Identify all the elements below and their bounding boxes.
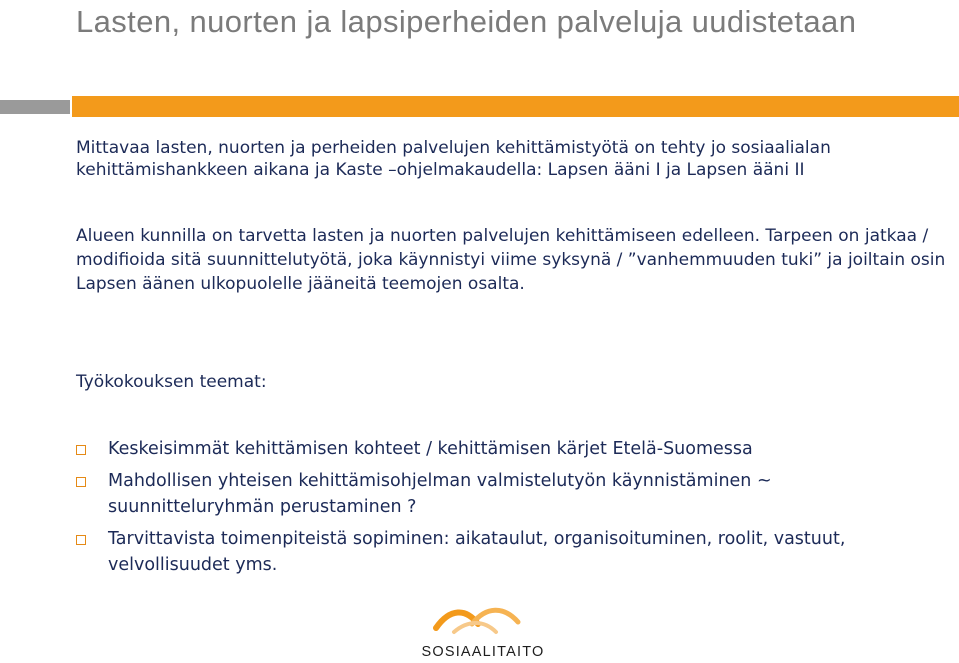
list-item bbox=[76, 468, 926, 520]
slide-title: Lasten, nuorten ja lapsiperheiden palveluja uudistetaan bbox=[76, 4, 857, 39]
logo-text: SOSIAALITAITO bbox=[421, 644, 545, 660]
intro-paragraph: Mittavaa lasten, nuorten ja perheiden palvelujen kehittämistyötä on tehty jo sosiaalialan kehittämishankkeen aikana ja Kaste –ohjelmakaudella: Lapsen ääni I ja Lapsen ääni II bbox=[76, 138, 831, 180]
sosiaalitaito-logo bbox=[408, 602, 558, 662]
list-item bbox=[76, 526, 926, 578]
sosiaalitaito-wave-icon bbox=[432, 602, 532, 642]
list-item-text: Mahdollisen yhteisen kehittämisohjelman valmistelutyön käynnistäminen ~ suunnitteluryhmän perustaminen ? bbox=[108, 471, 772, 517]
title-divider-gray bbox=[0, 100, 70, 114]
needs-paragraph: Alueen kunnilla on tarvetta lasten ja nuorten palvelujen kehittämiseen edelleen. Tarpeen on jatkaa / modifioida sitä suunnittelutyötä, joka käynnistyi viime syksynä / ”vanhemmuuden tuki” ja joiltain osin Lapsen äänen ulkopuolelle jääneitä teemojen osalta. bbox=[76, 226, 946, 294]
title-divider-orange bbox=[72, 96, 959, 117]
square-bullet-icon bbox=[76, 477, 86, 487]
themes-list bbox=[76, 436, 926, 584]
list-item bbox=[76, 436, 926, 462]
square-bullet-icon bbox=[76, 535, 86, 545]
square-bullet-icon bbox=[76, 445, 86, 455]
list-item-text: Tarvittavista toimenpiteistä sopiminen: aikataulut, organisoituminen, roolit, vastuut, velvollisuudet yms. bbox=[108, 529, 846, 575]
themes-heading: Työkokouksen teemat: bbox=[76, 372, 267, 392]
list-item-text: Keskeisimmät kehittämisen kohteet / kehittämisen kärjet Etelä-Suomessa bbox=[108, 439, 753, 459]
